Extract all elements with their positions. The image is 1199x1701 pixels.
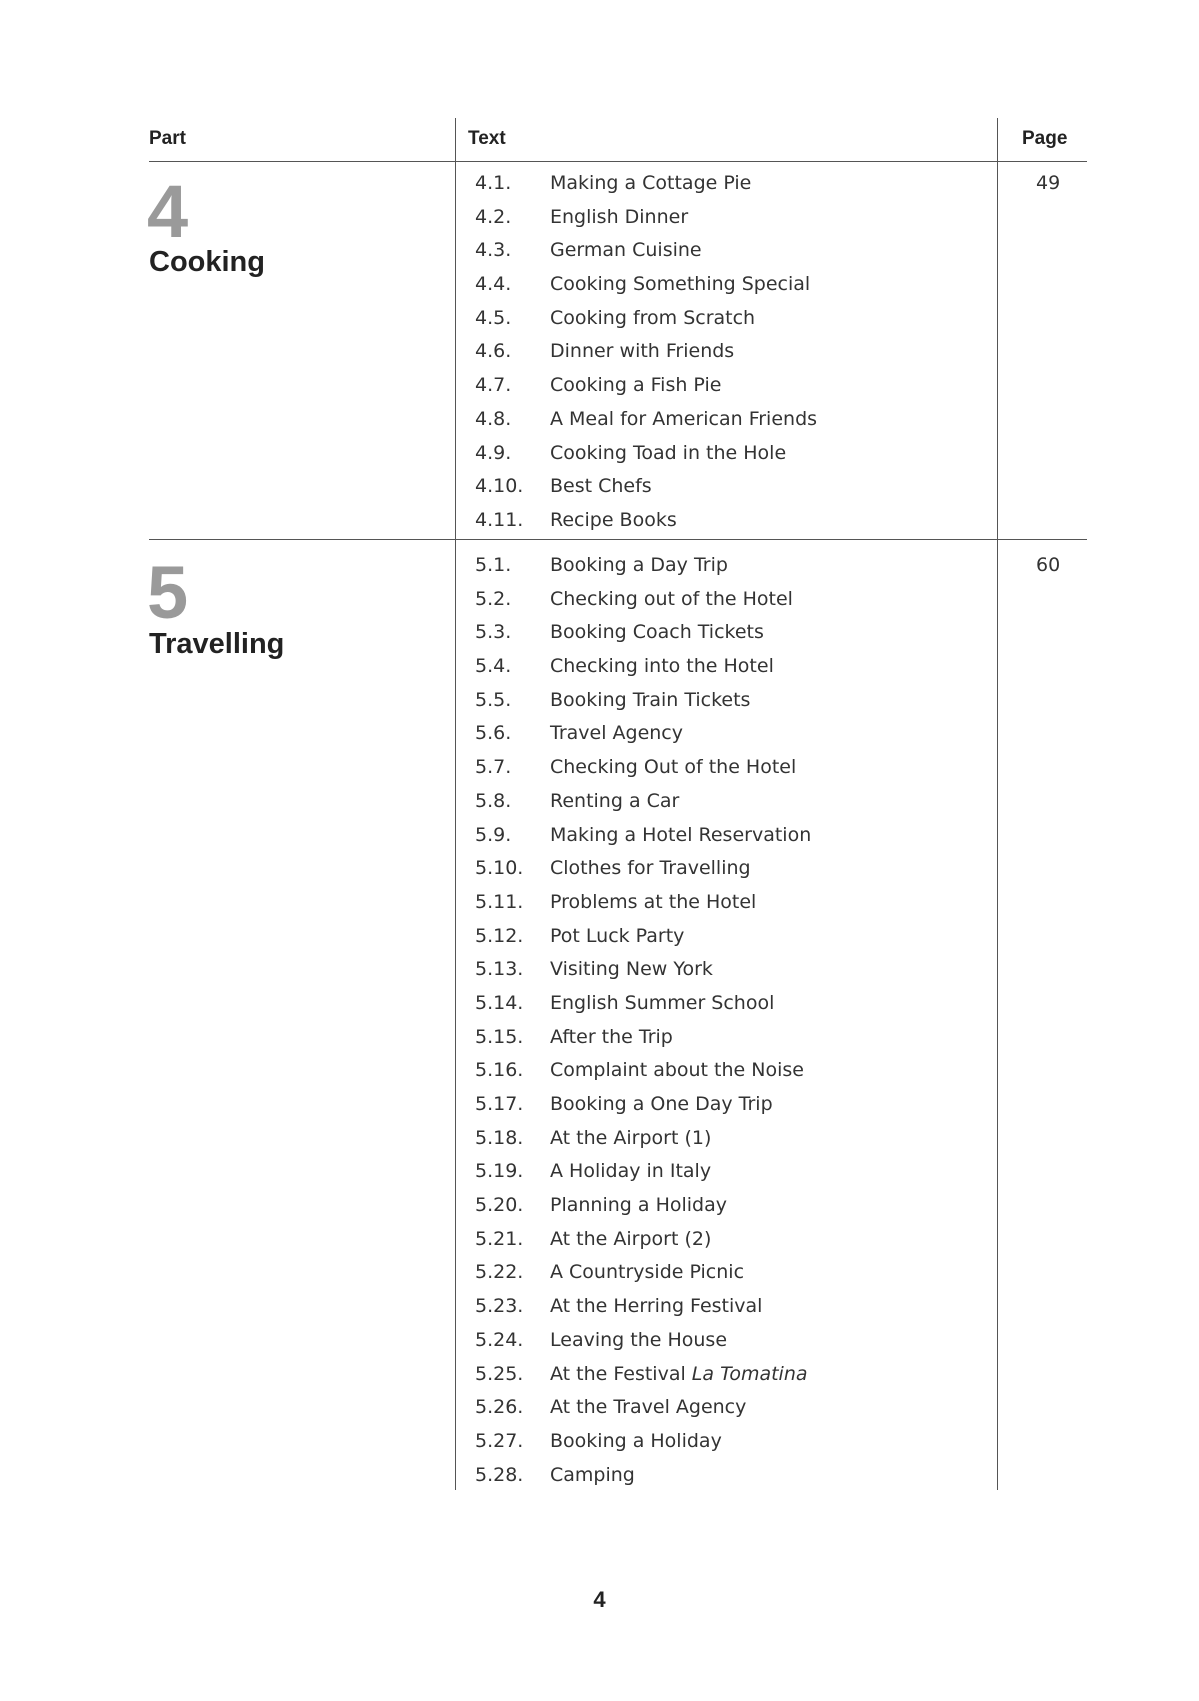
entry-title-text: A Holiday in Italy bbox=[550, 1160, 712, 1183]
entry-title bbox=[550, 556, 728, 575]
entry-title bbox=[550, 724, 683, 743]
part-number: 4 bbox=[147, 170, 189, 253]
entry-title-text: After the Trip bbox=[550, 1025, 673, 1048]
entry-number: 5.22. bbox=[475, 1261, 524, 1284]
entry-title-text: Booking Coach Tickets bbox=[550, 621, 764, 644]
entry-title bbox=[550, 924, 685, 947]
entry-title-text: At the Travel Agency bbox=[550, 1396, 747, 1419]
entry-title-text: At the Airport (2) bbox=[550, 1227, 712, 1250]
entry-title-text: At the Airport (1) bbox=[550, 1126, 712, 1149]
column-divider-right bbox=[997, 118, 998, 1490]
entry-title-text: Booking a One Day Trip bbox=[550, 1093, 773, 1115]
entry-number: 4.11. bbox=[475, 508, 524, 531]
entry-number: 5.12. bbox=[475, 924, 524, 947]
entry-title-italic: La Tomatina bbox=[691, 1362, 808, 1385]
entry-title bbox=[550, 688, 751, 711]
entry-title bbox=[550, 657, 774, 676]
entry-title-text: At the Herring Festival bbox=[550, 1295, 763, 1318]
entry-number: 5.28. bbox=[475, 1463, 524, 1486]
entry-number: 4.7. bbox=[475, 374, 512, 397]
entry-title-text: Checking out of the Hotel bbox=[550, 587, 793, 610]
entry-title bbox=[550, 1025, 673, 1048]
entry-number: 4.2. bbox=[475, 205, 512, 228]
column-header-text: Text bbox=[468, 128, 506, 149]
entry-title bbox=[550, 407, 818, 430]
entry-title-text: Cooking from Scratch bbox=[550, 306, 756, 329]
column-header-page: Page bbox=[1022, 128, 1068, 149]
entry-title-text: Pot Luck Party bbox=[550, 924, 685, 947]
entry-title bbox=[550, 275, 810, 294]
entry-title bbox=[550, 1362, 808, 1385]
entry-number: 4.4. bbox=[475, 273, 512, 296]
entry-title-text: Checking into the Hotel bbox=[550, 655, 774, 678]
entry-title bbox=[550, 342, 734, 361]
entry-number: 4.10. bbox=[475, 475, 524, 498]
entry-title-text: At the Festival bbox=[550, 1362, 692, 1385]
entry-title bbox=[550, 1297, 762, 1316]
entry-title-text: Making a Hotel Reservation bbox=[550, 823, 812, 846]
entry-title bbox=[550, 1398, 746, 1417]
entry-number: 5.8. bbox=[475, 789, 512, 812]
entry-number: 5.20. bbox=[475, 1194, 524, 1217]
entry-number: 5.4. bbox=[475, 655, 512, 678]
entry-title-text: Planning a Holiday bbox=[550, 1194, 727, 1217]
entry-title bbox=[550, 1196, 727, 1215]
entry-number: 5.3. bbox=[475, 621, 512, 644]
entry-title-text: Clothes for Travelling bbox=[550, 857, 751, 880]
entry-title bbox=[550, 1126, 712, 1149]
entry-title-text: English Summer School bbox=[550, 991, 775, 1014]
entry-number: 5.17. bbox=[475, 1093, 524, 1115]
entry-title-text: Recipe Books bbox=[550, 508, 677, 531]
entry-title-text: Booking a Day Trip bbox=[550, 554, 728, 576]
entry-title bbox=[550, 1162, 711, 1181]
entry-number: 5.23. bbox=[475, 1295, 524, 1318]
entry-title-text: Visiting New York bbox=[550, 958, 713, 981]
entry-title-text: A Meal for American Friends bbox=[550, 407, 818, 430]
entry-number: 5.21. bbox=[475, 1227, 524, 1250]
entry-title bbox=[550, 1227, 712, 1250]
entry-title bbox=[550, 823, 812, 846]
entry-title-text: Camping bbox=[550, 1463, 635, 1486]
entry-title-text: Cooking Toad in the Hole bbox=[550, 441, 787, 464]
entry-number: 5.13. bbox=[475, 958, 524, 981]
entry-number: 5.18. bbox=[475, 1126, 524, 1149]
entry-title-text: English Dinner bbox=[550, 205, 689, 228]
entry-title-text: Booking Train Tickets bbox=[550, 688, 751, 711]
entry-title bbox=[550, 587, 793, 610]
entry-title bbox=[550, 205, 689, 228]
entry-title bbox=[550, 174, 751, 193]
entry-title bbox=[550, 960, 713, 979]
entry-title-text: Complaint about the Noise bbox=[550, 1059, 804, 1082]
entry-number: 5.14. bbox=[475, 991, 524, 1014]
part-number: 5 bbox=[147, 551, 189, 634]
section-page-number: 49 bbox=[1036, 172, 1061, 194]
header-divider bbox=[149, 161, 1087, 162]
entry-title-text: Cooking Something Special bbox=[550, 273, 811, 296]
entry-title bbox=[550, 1463, 635, 1486]
entry-number: 4.1. bbox=[475, 172, 512, 194]
entry-number: 5.26. bbox=[475, 1396, 524, 1419]
entry-number: 4.3. bbox=[475, 239, 512, 262]
entry-number: 5.15. bbox=[475, 1025, 524, 1048]
entry-title-text: Leaving the House bbox=[550, 1328, 728, 1351]
entry-number: 4.5. bbox=[475, 306, 512, 329]
entry-number: 5.19. bbox=[475, 1160, 524, 1183]
entry-title-text: Best Chefs bbox=[550, 475, 652, 498]
section-divider bbox=[149, 539, 1087, 540]
entry-number: 5.1. bbox=[475, 554, 512, 576]
entry-title-text: Dinner with Friends bbox=[550, 340, 735, 363]
entry-number: 4.8. bbox=[475, 407, 512, 430]
entry-title bbox=[550, 441, 787, 464]
entry-title bbox=[550, 477, 652, 496]
entry-title bbox=[550, 991, 775, 1014]
entry-title bbox=[550, 859, 751, 878]
entry-title-text: German Cuisine bbox=[550, 239, 702, 262]
entry-number: 5.24. bbox=[475, 1328, 524, 1351]
entry-title-text: Making a Cottage Pie bbox=[550, 172, 752, 194]
entry-number: 5.27. bbox=[475, 1429, 524, 1452]
entry-number: 5.9. bbox=[475, 823, 512, 846]
entry-title bbox=[550, 1328, 728, 1351]
entry-title bbox=[550, 508, 677, 531]
entry-title bbox=[550, 1095, 773, 1114]
entry-title bbox=[550, 890, 757, 913]
entry-number: 5.2. bbox=[475, 587, 512, 610]
entry-number: 4.9. bbox=[475, 441, 512, 464]
entry-number: 5.10. bbox=[475, 857, 524, 880]
column-header-part: Part bbox=[149, 128, 186, 149]
entry-title-text: Travel Agency bbox=[550, 722, 683, 745]
entry-number: 5.16. bbox=[475, 1059, 524, 1082]
entry-title bbox=[550, 306, 756, 329]
entry-title-text: A Countryside Picnic bbox=[550, 1261, 745, 1284]
entry-number: 5.25. bbox=[475, 1362, 524, 1385]
part-title: Cooking bbox=[149, 246, 265, 278]
entry-title-text: Renting a Car bbox=[550, 789, 680, 812]
entry-title bbox=[550, 758, 796, 777]
entry-title-text: Problems at the Hotel bbox=[550, 890, 757, 913]
entry-number: 5.7. bbox=[475, 756, 512, 779]
entry-title bbox=[550, 1263, 744, 1282]
section-page-number: 60 bbox=[1036, 554, 1061, 576]
footer-page-number: 4 bbox=[593, 1587, 606, 1612]
entry-title bbox=[550, 789, 680, 812]
column-divider-left bbox=[455, 118, 456, 1490]
entry-title bbox=[550, 623, 764, 642]
entry-number: 5.6. bbox=[475, 722, 512, 745]
entry-title bbox=[550, 241, 702, 260]
entry-title bbox=[550, 376, 721, 395]
entry-title-text: Cooking a Fish Pie bbox=[550, 374, 722, 397]
entry-title bbox=[550, 1061, 804, 1080]
entry-title-text: Checking Out of the Hotel bbox=[550, 756, 797, 779]
part-title: Travelling bbox=[149, 628, 285, 660]
entry-number: 4.6. bbox=[475, 340, 512, 363]
entry-title-text: Booking a Holiday bbox=[550, 1429, 722, 1452]
entry-number: 5.5. bbox=[475, 688, 512, 711]
entry-title bbox=[550, 1429, 722, 1452]
entry-number: 5.11. bbox=[475, 890, 524, 913]
